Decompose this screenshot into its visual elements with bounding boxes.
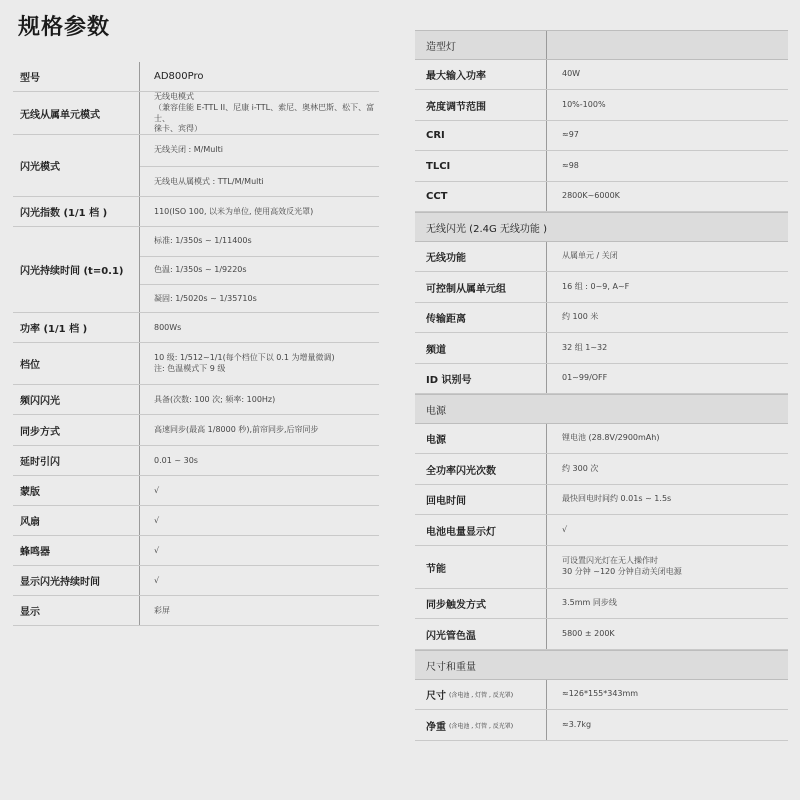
spec-value: √: [154, 545, 160, 555]
spec-label: 风扇: [13, 506, 140, 535]
spec-value: 色温: 1/350s ~ 1/9220s: [140, 256, 379, 284]
spec-row: [13, 343, 379, 385]
spec-label-text: 同步触发方式: [426, 600, 486, 611]
spec-row: [415, 272, 788, 303]
spec-value: 可设置闪光灯在无人操作时 30 分钟 ~120 分钟自动关闭电源: [562, 556, 682, 576]
spec-label-text: 频道: [426, 344, 446, 356]
spec-value: 800Ws: [154, 322, 182, 332]
spec-value: 10 级: 1/512~1/1(每个档位下以 0.1 为增量微调) 注: 色温模式下 9 级: [154, 353, 335, 373]
spec-label: 闪光模式: [13, 135, 140, 196]
spec-value: ≈97: [562, 130, 579, 140]
spec-value: ≈126*155*343mm: [562, 689, 639, 699]
spec-row: [415, 121, 788, 151]
spec-label-text: 闪光管色温: [426, 630, 476, 642]
spec-value: 约 100 米: [562, 312, 599, 322]
spec-value: 16 组 : 0~9, A~F: [562, 281, 630, 291]
section-title: 电源: [426, 405, 446, 417]
spec-label-text: 无线功能: [426, 253, 466, 264]
spec-label: 蒙版: [13, 476, 140, 505]
spec-row: [415, 546, 788, 589]
spec-row: [415, 303, 788, 333]
spec-label-text: TLCI: [426, 160, 451, 172]
spec-label-text: 最大输入功率: [426, 71, 486, 82]
spec-value: 彩屏: [154, 605, 170, 615]
spec-label-note: (含电池 , 灯管 , 反光罩): [449, 692, 514, 699]
spec-value: 约 300 次: [562, 463, 599, 473]
spec-value: 高速同步(最高 1/8000 秒),前帘同步,后帘同步: [154, 425, 319, 435]
spec-label-text: 尺寸: [426, 691, 446, 702]
spec-label-text: 电源: [426, 435, 446, 446]
spec-label: 档位: [13, 343, 140, 384]
spec-label: [415, 303, 547, 332]
spec-row: [415, 680, 788, 710]
spec-value: ≈3.7kg: [562, 719, 592, 729]
spec-row: [415, 90, 788, 121]
spec-label: [415, 90, 547, 120]
spec-value: 无线电模式 （兼容佳能 E-TTL II、尼康 i-TTL、索尼、奥林巴斯、松下、富士、 徕卡、宾得）: [154, 91, 375, 134]
spec-label: 显示: [13, 596, 140, 625]
spec-value: √: [154, 575, 160, 585]
spec-label: 同步方式: [13, 415, 140, 445]
spec-row: [13, 197, 379, 227]
spec-row: [13, 596, 379, 626]
spec-label-text: 电池电量显示灯: [426, 526, 496, 538]
spec-label: 蜂鸣器: [13, 536, 140, 565]
spec-label: [415, 619, 547, 649]
spec-value: 无线关闭 : M/Multi: [154, 145, 223, 155]
spec-value: √: [154, 515, 160, 525]
spec-label: [415, 589, 547, 618]
spec-label-text: ID 识别号: [426, 375, 472, 386]
section-title: 造型灯: [415, 31, 547, 59]
spec-label: [415, 272, 547, 302]
page-title: 规格参数: [18, 15, 111, 40]
spec-row: [13, 385, 379, 415]
spec-value: 从属单元 / 关闭: [562, 251, 618, 261]
spec-value: 2800K~6000K: [562, 191, 620, 201]
spec-label: [415, 121, 547, 150]
spec-label: [415, 242, 547, 271]
spec-value: 锂电池 (28.8V/2900mAh): [562, 433, 660, 443]
spec-row: [13, 313, 379, 343]
spec-row: [13, 536, 379, 566]
spec-value: AD800Pro: [154, 71, 204, 83]
spec-row: [415, 333, 788, 364]
spec-label: [415, 151, 547, 181]
spec-label-text: 节能: [426, 563, 446, 575]
section-header: [415, 30, 788, 60]
section-header: [415, 650, 788, 680]
spec-value: 01~99/OFF: [562, 373, 608, 383]
spec-label-note: (含电池 , 灯管 , 反光罩): [449, 722, 514, 730]
spec-value: 无线电从属模式 : TTL/M/Multi: [140, 166, 379, 197]
spec-row: [415, 515, 788, 546]
spec-row: [415, 242, 788, 272]
spec-row: [13, 227, 379, 313]
spec-row: [13, 446, 379, 476]
spec-value: 具备(次数: 100 次; 频率: 100Hz): [154, 394, 276, 404]
spec-label: 显示闪光持续时间: [13, 566, 140, 595]
spec-value: 标准: 1/350s ~ 1/11400s: [154, 236, 252, 246]
spec-value: √: [154, 485, 160, 495]
spec-row: [415, 151, 788, 182]
spec-value: 10%-100%: [562, 99, 606, 109]
left-spec-table: [13, 62, 379, 626]
spec-value: 32 组 1~32: [562, 342, 608, 352]
spec-label-text: 传输距离: [426, 314, 466, 325]
spec-row: [415, 589, 788, 619]
spec-row: [415, 710, 788, 741]
spec-label: 功率 (1/1 档 ): [13, 313, 140, 342]
spec-label: [415, 680, 547, 709]
spec-label: 闪光持续时间 (t=0.1): [13, 227, 140, 312]
spec-label: 闪光指数 (1/1 档 ): [13, 197, 140, 226]
spec-row: [13, 135, 379, 197]
spec-row: [415, 454, 788, 485]
spec-label: [415, 60, 547, 89]
spec-row: [13, 92, 379, 135]
spec-value: 5800 ± 200K: [562, 628, 615, 638]
spec-label: 型号: [13, 62, 140, 91]
spec-label-text: 净重: [426, 721, 446, 733]
spec-row: [13, 62, 379, 92]
spec-row: [415, 424, 788, 454]
spec-label-text: CRI: [426, 130, 445, 141]
spec-label: 无线从属单元模式: [13, 92, 140, 134]
spec-label-text: 回电时间: [426, 496, 466, 507]
spec-label: [415, 515, 547, 545]
spec-value: 110(ISO 100, 以米为单位, 使用高效反光罩): [154, 206, 314, 216]
spec-label-text: CCT: [426, 191, 448, 202]
spec-row: [13, 476, 379, 506]
spec-label: [415, 546, 547, 588]
spec-label-text: 可控制从属单元组: [426, 283, 506, 295]
spec-value: 3.5mm 同步线: [562, 598, 617, 608]
spec-value: 0.01 ~ 30s: [154, 455, 198, 465]
spec-value: 最快回电时间约 0.01s ~ 1.5s: [562, 494, 672, 504]
section-title: 无线闪光 (2.4G 无线功能 ): [426, 223, 547, 235]
spec-row: [13, 415, 379, 446]
spec-value: 40W: [562, 69, 581, 79]
spec-row: [415, 364, 788, 394]
spec-value: ≈98: [562, 160, 579, 170]
spec-row: [415, 182, 788, 212]
spec-row: [13, 566, 379, 596]
spec-label-text: 全功率闪光次数: [426, 465, 496, 477]
spec-row: [415, 60, 788, 90]
section-header: [415, 394, 788, 424]
section-title: 尺寸和重量: [426, 661, 476, 673]
spec-label: [415, 364, 547, 393]
spec-label: [415, 710, 547, 740]
spec-row: [13, 506, 379, 536]
spec-row: [415, 485, 788, 515]
spec-label: [415, 454, 547, 484]
spec-value: √: [562, 524, 568, 534]
spec-value: 凝固: 1/5020s ~ 1/35710s: [140, 284, 379, 313]
spec-label: [415, 485, 547, 514]
spec-label: 频闪闪光: [13, 385, 140, 414]
right-spec-table: [415, 30, 788, 741]
spec-row: [415, 619, 788, 650]
spec-label: [415, 424, 547, 453]
spec-label: [415, 333, 547, 363]
spec-label: 延时引闪: [13, 446, 140, 475]
spec-label: [415, 182, 547, 211]
spec-label-text: 亮度调节范围: [426, 101, 486, 113]
section-header: [415, 212, 788, 242]
